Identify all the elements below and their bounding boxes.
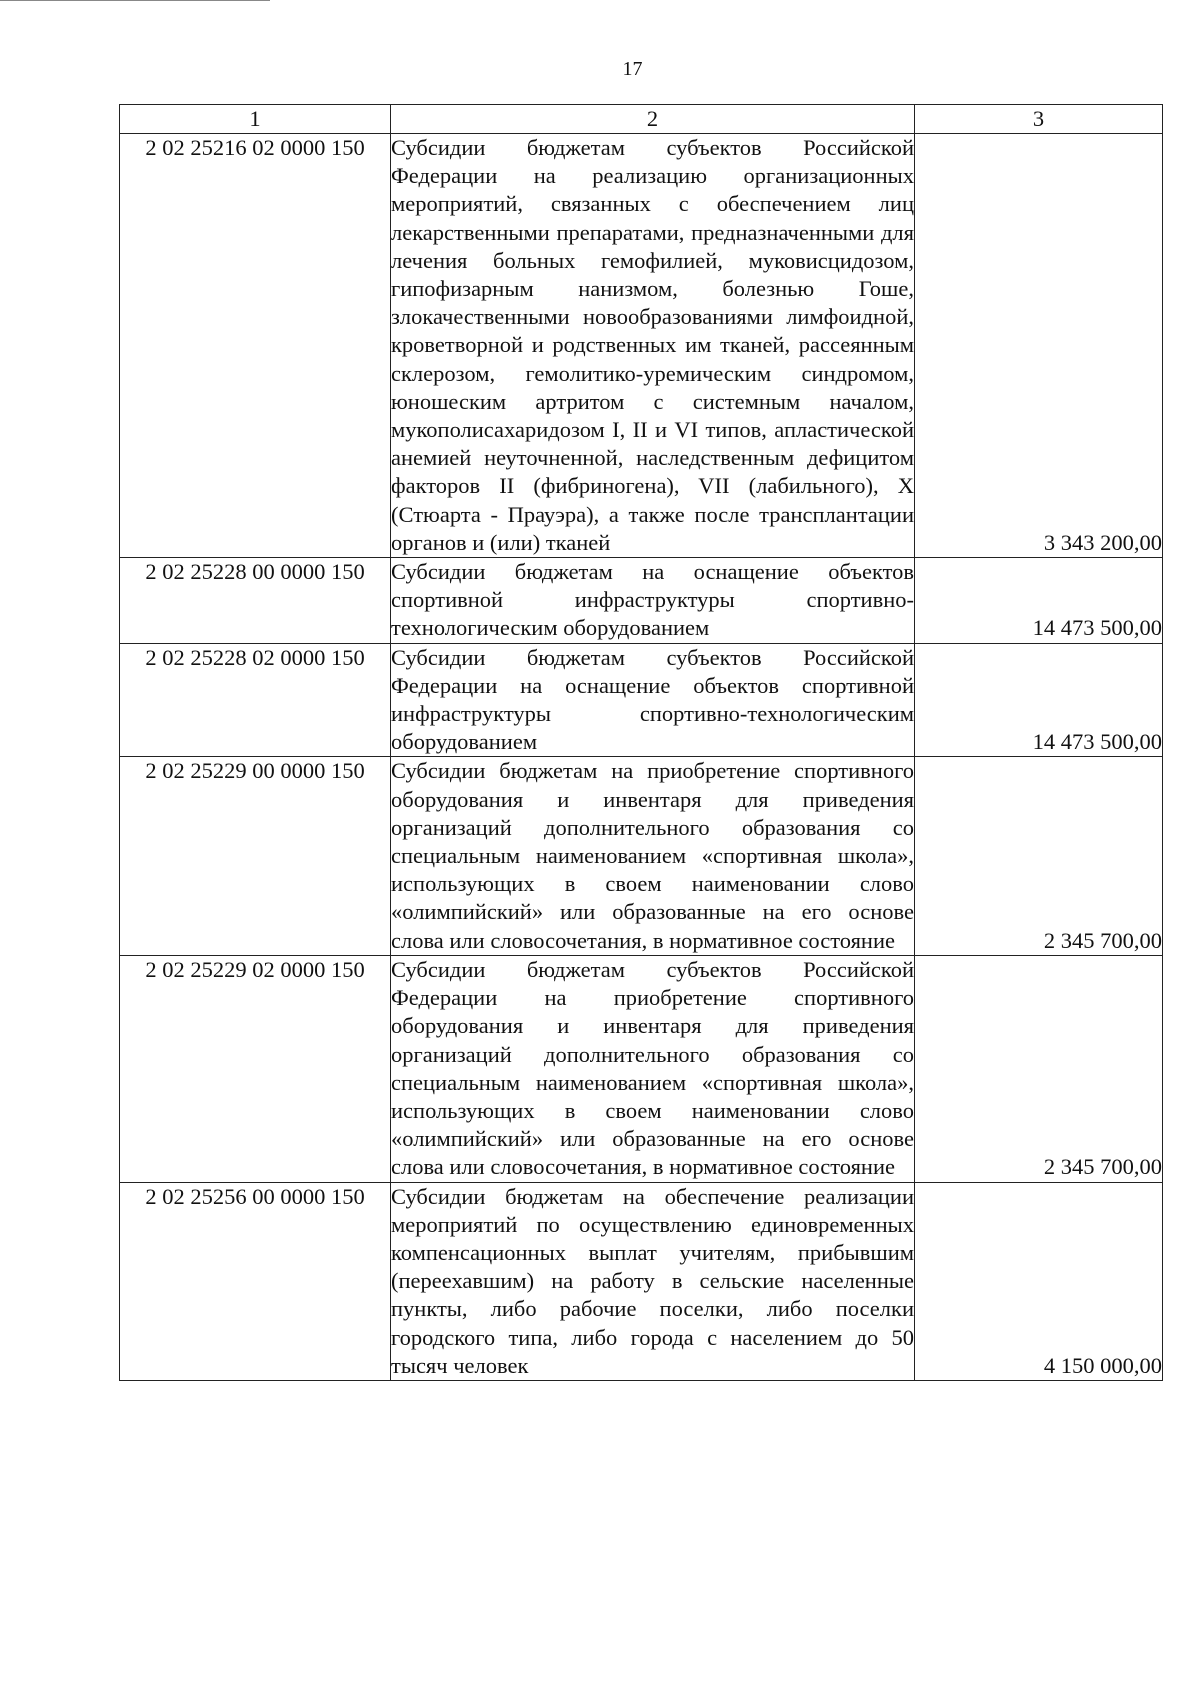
budget-code: 2 02 25216 02 0000 150 (120, 134, 391, 558)
subsidy-description: Субсидии бюджетам субъектов Российской Федерации на реализацию организационных мероприятий, связанных с обеспечением лиц лекарственными препаратами, предназначенными для лечения больных гемофилией, муковисцидозом, гипофизарным нанизмом, болезнью Гоше, злокачественными новообразованиями лимфоидной, кроветворной и родственных им тканей, рассеянным склерозом, гемолитико-уремическим синдромом, юношеским артритом с системным началом, мукополисахаридозом I, II и VI типов, апластической анемией неуточненной, наследственным дефицитом факторов II (фибриногена), VII (лабильного), X (Стюарта - Прауэра), а также после трансплантации органов и (или) тканей (391, 134, 915, 558)
subsidy-amount: 4 150 000,00 (915, 1182, 1163, 1380)
budget-code: 2 02 25256 00 0000 150 (120, 1182, 391, 1380)
subsidy-amount: 3 343 200,00 (915, 134, 1163, 558)
table-row (120, 757, 1163, 955)
budget-code: 2 02 25229 02 0000 150 (120, 955, 391, 1182)
subsidy-description: Субсидии бюджетам субъектов Российской Федерации на оснащение объектов спортивной инфраструктуры спортивно-технологическим оборудованием (391, 643, 915, 757)
subsidy-amount: 14 473 500,00 (915, 643, 1163, 757)
subsidy-description: Субсидии бюджетам на приобретение спортивного оборудования и инвентаря для приведения организаций дополнительного образования со специальным наименованием «спортивная школа», использующих в своем наименовании слово «олимпийский» или образованные на его основе слова или словосочетания, в нормативное состояние (391, 757, 915, 955)
table-row (120, 558, 1163, 644)
budget-code: 2 02 25229 00 0000 150 (120, 757, 391, 955)
page-number: 17 (622, 58, 643, 80)
subsidy-amount: 14 473 500,00 (915, 558, 1163, 644)
table-header-row (120, 105, 1163, 134)
subsidy-amount: 2 345 700,00 (915, 757, 1163, 955)
table-row (120, 643, 1163, 757)
budget-code: 2 02 25228 00 0000 150 (120, 558, 391, 644)
table-row (120, 134, 1163, 558)
subsidy-description: Субсидии бюджетам субъектов Российской Федерации на приобретение спортивного оборудования и инвентаря для приведения организаций дополнительного образования со специальным наименованием «спортивная школа», использующих в своем наименовании слово «олимпийский» или образованные на его основе слова или словосочетания, в нормативное состояние (391, 955, 915, 1182)
budget-code: 2 02 25228 02 0000 150 (120, 643, 391, 757)
subsidy-description: Субсидии бюджетам на оснащение объектов спортивной инфраструктуры спортивно-технологическим оборудованием (391, 558, 915, 644)
column-header-description: 2 (391, 105, 915, 134)
table-row (120, 1182, 1163, 1380)
subsidy-description: Субсидии бюджетам на обеспечение реализации мероприятий по осуществлению единовременных компенсационных выплат учителям, прибывшим (переехавшим) на работу в сельские населенные пункты, либо рабочие поселки, либо поселки городского типа, либо города с населением до 50 тысяч человек (391, 1182, 915, 1380)
column-header-code: 1 (120, 105, 391, 134)
column-header-amount: 3 (915, 105, 1163, 134)
scan-edge-line (0, 0, 270, 1)
table-row (120, 955, 1163, 1182)
subsidy-amount: 2 345 700,00 (915, 955, 1163, 1182)
budget-table (119, 104, 1163, 1381)
